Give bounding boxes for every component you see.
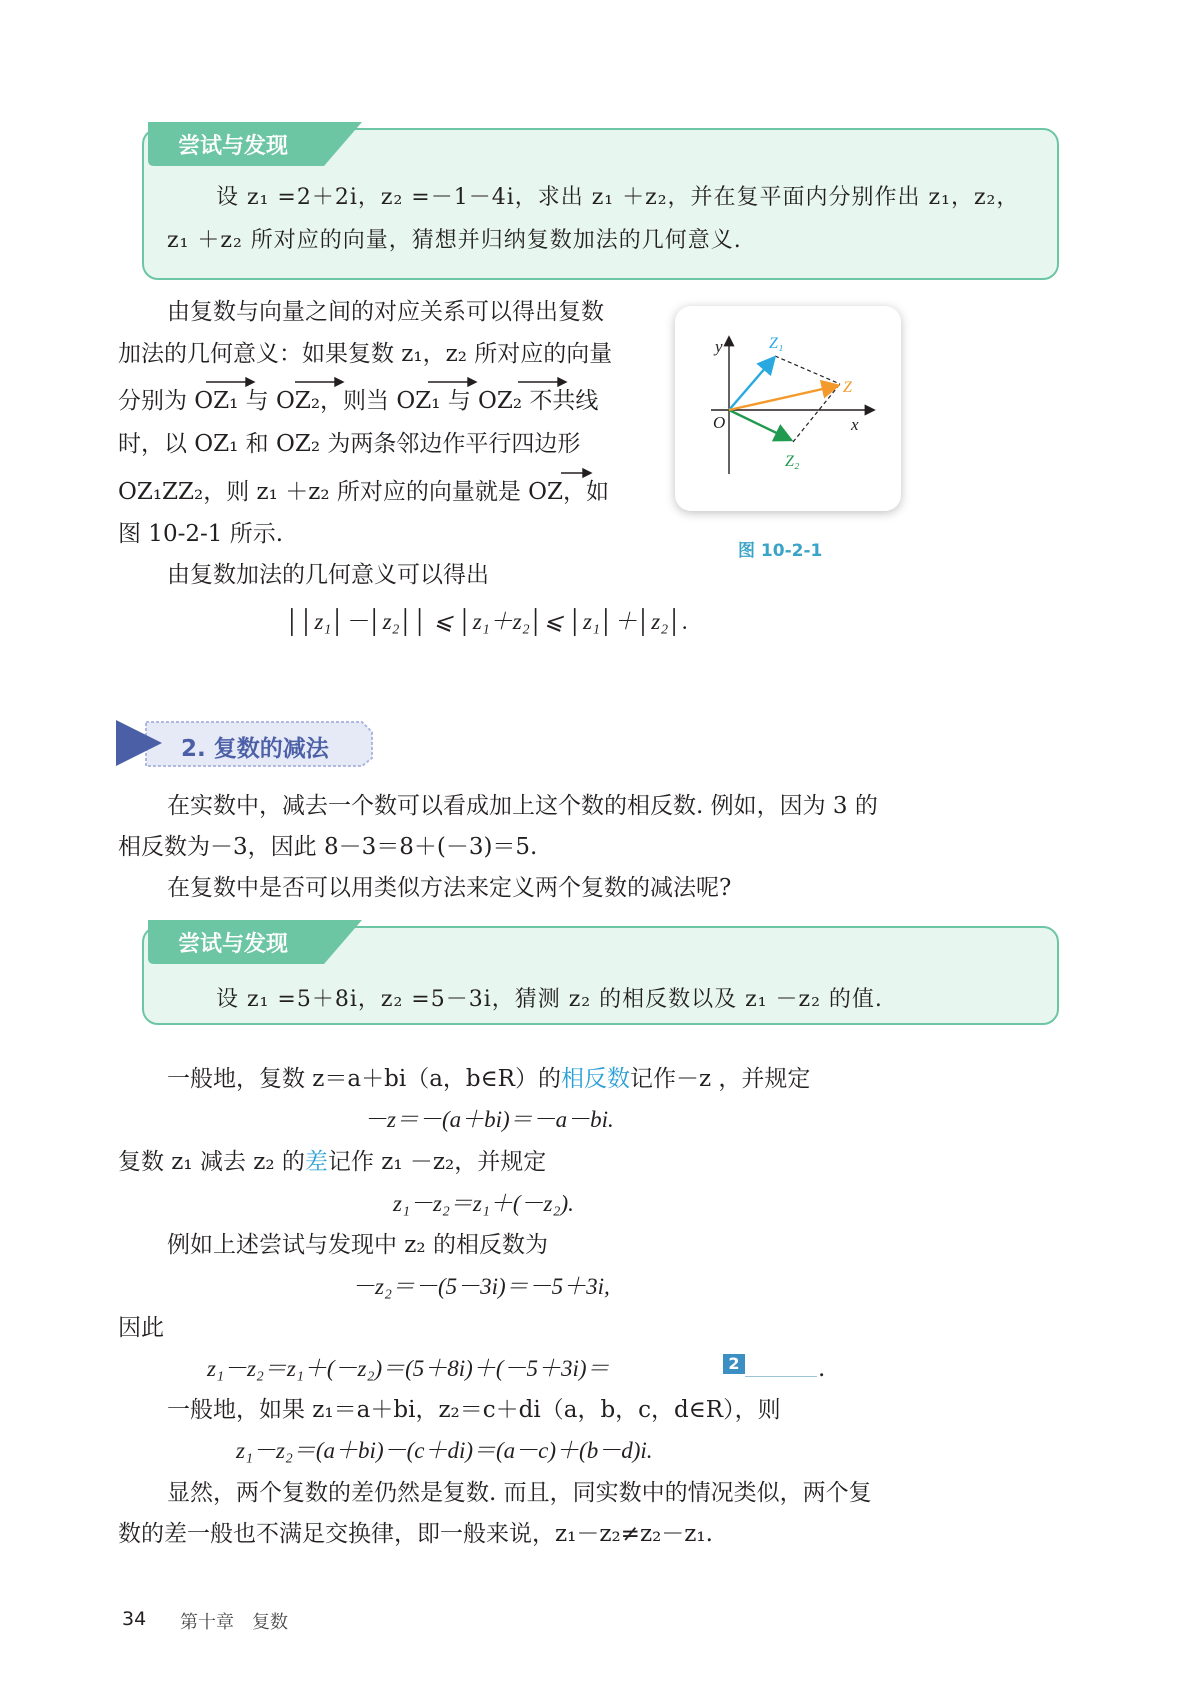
callout-text-line: z₁ ＋z₂ 所对应的向量，猜想并归纳复数加法的几何意义.: [167, 228, 742, 253]
body-text-line: 时，以 OZ₁ 和 OZ₂ 为两条邻边作平行四边形: [118, 431, 581, 457]
vector-addition-diagram: [675, 306, 901, 511]
formula-line: z₁－z₂＝(a＋bi)－(c＋di)＝(a－c)＋(b－d)i.: [236, 1438, 653, 1463]
body-text-line: 由复数与向量之间的对应关系可以得出复数: [167, 299, 604, 325]
origin-label: O: [713, 413, 726, 432]
body-text-line: OZ₁ZZ₂，则 z₁ ＋z₂ 所对应的向量就是 OZ，如: [118, 479, 609, 505]
term-opposite-number: 相反数: [561, 1066, 630, 1092]
y-axis-label: y: [715, 337, 723, 356]
term-difference: 差: [304, 1149, 328, 1175]
body-text-line: 分别为 OZ₁ 与 OZ₂，则当 OZ₁ 与 OZ₂ 不共线: [118, 388, 599, 414]
z-point-label: Z: [843, 379, 852, 396]
body-text-line: 数的差一般也不满足交换律，即一般来说，z₁－z₂≠z₂－z₁.: [118, 1521, 713, 1547]
formula-line: －z₂＝－(5－3i)＝－5＋3i,: [352, 1274, 610, 1299]
text-segment: 记作 z₁ －z₂，并规定: [327, 1149, 547, 1175]
body-text-line: 相反数为－3，因此 8－3＝8＋(－3)＝5.: [118, 834, 538, 860]
body-text-line: 一般地，如果 z₁＝a＋bi，z₂＝c＋di（a，b，c，d∈R），则: [167, 1397, 781, 1423]
body-text-line: 在复数中是否可以用类似方法来定义两个复数的减法呢?: [167, 875, 732, 901]
formula-end-period: .: [818, 1356, 826, 1382]
callout-tab-label: 尝试与发现: [178, 932, 289, 957]
body-text-line: 加法的几何意义：如果复数 z₁，z₂ 所对应的向量: [118, 341, 613, 367]
body-text-line: [167, 1065, 810, 1093]
body-text-line: 由复数加法的几何意义可以得出: [167, 562, 489, 588]
callout-tab-label: 尝试与发现: [178, 134, 289, 159]
text-segment: 复数 z₁ 减去 z₂ 的: [118, 1149, 305, 1175]
text-segment: 一般地，复数 z＝a＋bi（a，b∈R）的: [167, 1066, 561, 1092]
callout-text-line: 设 z₁ =2＋2i，z₂ =－1－4i，求出 z₁ ＋z₂，并在复平面内分别作出 z₁，z₂，: [216, 185, 1020, 210]
callout-text-line: 设 z₁ =5＋8i，z₂ =5－3i，猜测 z₂ 的相反数以及 z₁ －z₂ 的值.: [216, 987, 883, 1012]
body-text-line: 显然，两个复数的差仍然是复数. 而且，同实数中的情况类似，两个复: [167, 1480, 872, 1506]
answer-blank-line: [745, 1376, 817, 1377]
z1-point-label: Z₁: [769, 335, 784, 352]
formula-line: z₁－z₂＝z₁＋(－z₂).: [393, 1191, 574, 1216]
page-number: 34: [122, 1608, 147, 1630]
figure-caption: 图 10-2-1: [738, 541, 823, 561]
body-text-line: 例如上述尝试与发现中 z₂ 的相反数为: [167, 1232, 548, 1258]
x-axis-label: x: [851, 415, 859, 434]
formula-line: z₁－z₂＝z₁＋(－z₂)＝(5＋8i)＋(－5＋3i)＝: [207, 1356, 610, 1381]
body-text-line: 在实数中，减去一个数可以看成加上这个数的相反数. 例如，因为 3 的: [167, 793, 878, 819]
section-title: 2. 复数的减法: [181, 736, 329, 762]
body-text-line: 因此: [118, 1315, 164, 1341]
text-segment: 记作－z ，并规定: [630, 1066, 811, 1092]
z2-point-label: Z₂: [785, 453, 800, 470]
formula-line: －z＝－(a＋bi)＝－a－bi.: [364, 1107, 614, 1132]
vector-oz2: [729, 410, 789, 439]
answer-blank-marker: 2: [723, 1354, 745, 1374]
chapter-title: 第十章 复数: [180, 1612, 288, 1633]
dashed-z2-z: [793, 384, 840, 442]
vector-arrow-overlays: [0, 0, 700, 500]
body-text-line: [118, 1148, 546, 1176]
body-text-line: 图 10-2-1 所示.: [118, 521, 284, 547]
dashed-z1-z: [775, 356, 840, 384]
inequality-formula: ││z₁│－│z₂││ ⩽ │z₁＋z₂│⩽ │z₁│＋│z₂│.: [286, 609, 689, 634]
